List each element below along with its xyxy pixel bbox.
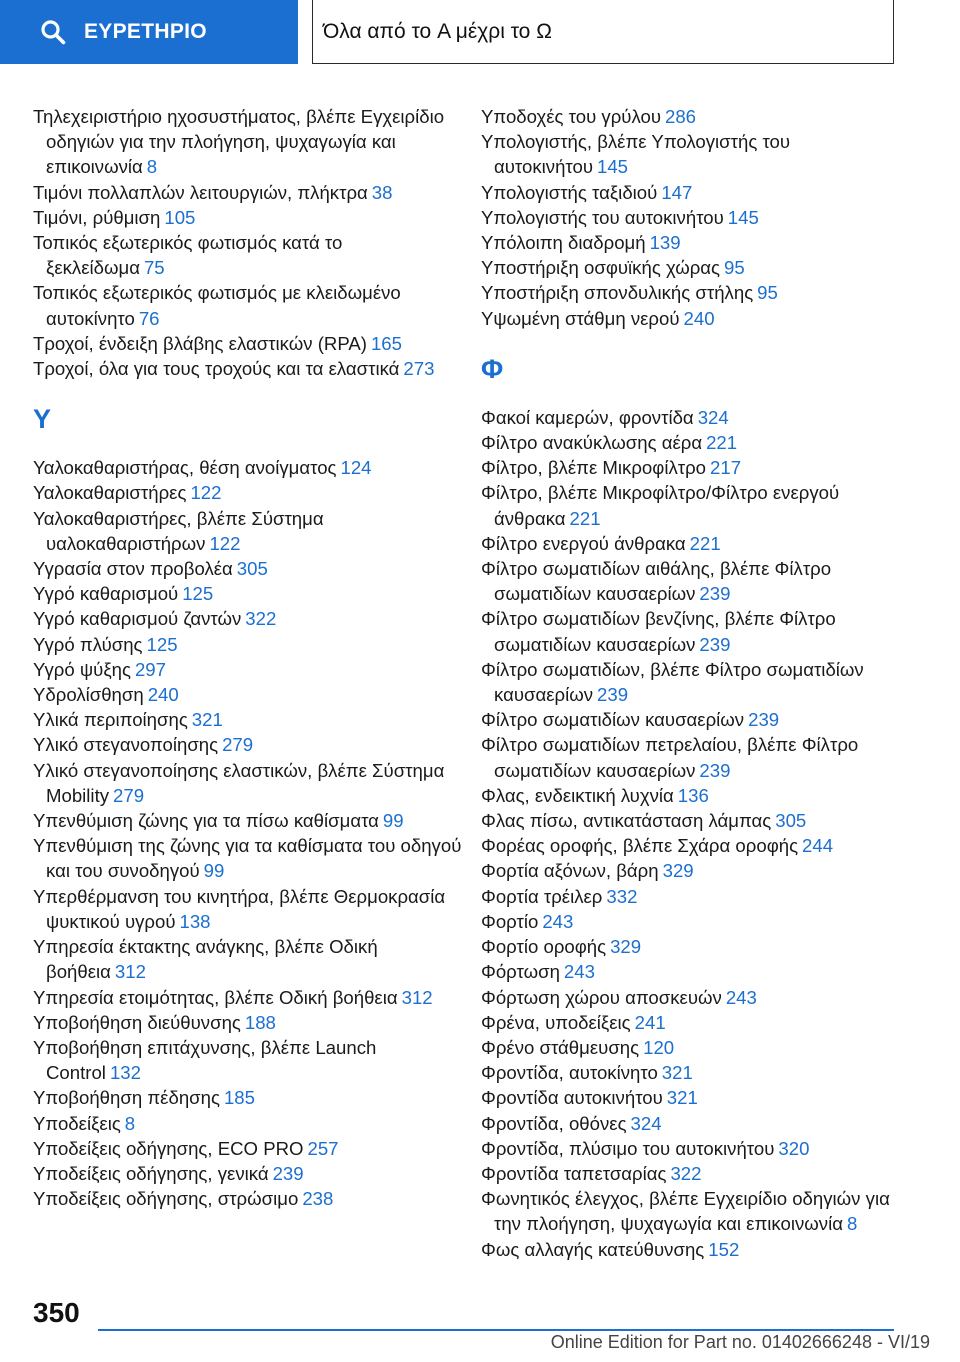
index-entry — [33, 657, 463, 682]
page-link[interactable]: 8 — [846, 1213, 858, 1235]
page-link[interactable]: 239 — [699, 633, 731, 655]
entry-text: Υγρασία στον προβολέα — [33, 558, 233, 580]
page-link[interactable]: 221 — [706, 432, 738, 454]
index-entry — [33, 1035, 463, 1085]
entry-text: Υπενθύμιση της ζώνης για τα καθίσματα του οδηγού και του συνοδηγού — [33, 835, 462, 882]
index-entry — [33, 1136, 463, 1161]
entry-text: Φορτία τρέιλερ — [481, 885, 603, 907]
page-link[interactable]: 132 — [109, 1062, 141, 1084]
page-link[interactable]: 124 — [340, 457, 372, 479]
page-link[interactable]: 138 — [179, 910, 211, 932]
entry-text: Υαλοκαθαριστήρες, βλέπε Σύστημα υαλοκαθαριστήρων — [33, 507, 324, 554]
tab-a-to-z[interactable] — [312, 0, 894, 64]
index-entry — [33, 230, 463, 280]
entry-text: Τιμόνι, ρύθμιση — [33, 206, 161, 228]
index-entry — [33, 455, 463, 480]
index-entry — [481, 1237, 911, 1262]
entry-text: Υγρό ψύξης — [33, 658, 131, 680]
page-link[interactable]: 125 — [146, 633, 178, 655]
index-entry — [33, 682, 463, 707]
index-entry — [481, 430, 911, 455]
entry-text: Φακοί καμερών, φροντίδα — [481, 406, 694, 428]
index-entry — [481, 129, 911, 179]
entry-text: Υποβοήθηση διεύθυνσης — [33, 1011, 241, 1033]
page-link[interactable]: 239 — [272, 1162, 304, 1184]
page-link[interactable]: 320 — [778, 1137, 810, 1159]
entry-text: Υψωμένη στάθμη νερού — [481, 307, 680, 329]
page-link[interactable]: 243 — [563, 961, 595, 983]
index-entry — [481, 280, 911, 305]
index-entry — [33, 205, 463, 230]
page-link[interactable]: 332 — [606, 885, 638, 907]
index-entry — [33, 1161, 463, 1186]
page-link[interactable]: 165 — [370, 332, 402, 354]
index-entry — [481, 556, 911, 606]
index-column-left — [33, 104, 463, 1211]
page-link[interactable]: 321 — [666, 1087, 698, 1109]
index-entry — [481, 1186, 911, 1236]
entry-text: Υλικό στεγανοποίησης — [33, 734, 219, 756]
footer-divider — [98, 1329, 894, 1331]
page-link[interactable]: 217 — [710, 457, 742, 479]
entry-text: Φορτίο οροφής — [481, 936, 607, 958]
index-entry — [33, 506, 463, 556]
index-entry — [481, 531, 911, 556]
entry-text: Φίλτρο ανακύκλωσης αέρα — [481, 432, 703, 454]
page-link[interactable]: 322 — [245, 608, 277, 630]
index-entry — [481, 1161, 911, 1186]
page-link[interactable]: 329 — [662, 860, 694, 882]
page-link[interactable]: 239 — [748, 709, 780, 731]
page-link[interactable]: 240 — [147, 684, 179, 706]
page-link[interactable]: 243 — [725, 986, 757, 1008]
entry-text: Υαλοκαθαριστήρας, θέση ανοίγματος — [33, 457, 337, 479]
index-entry — [481, 255, 911, 280]
entry-group — [33, 104, 463, 381]
index-entry — [33, 758, 463, 808]
entry-text: Υποδείξεις οδήγησης, στρώσιμο — [33, 1188, 299, 1210]
index-entry — [33, 884, 463, 934]
entry-text: Υπηρεσία ετοιμότητας, βλέπε Οδική βοήθεια — [33, 986, 398, 1008]
entry-text: Υδρολίσθηση — [33, 684, 144, 706]
index-entry — [481, 858, 911, 883]
index-entry — [481, 480, 911, 530]
page-link[interactable]: 139 — [649, 232, 681, 254]
page-link[interactable]: 122 — [209, 532, 241, 554]
index-entry — [33, 581, 463, 606]
page-link[interactable]: 76 — [138, 307, 160, 329]
entry-text: Υπηρεσία έκτακτης ανάγκης, βλέπε Οδική βοήθεια — [33, 936, 378, 983]
index-entry — [481, 1035, 911, 1060]
edition-footer: Online Edition for Part no. 01402666248 - VI/19 — [550, 1332, 930, 1352]
entry-text: Φρένο στάθμευσης — [481, 1036, 640, 1058]
page-link[interactable]: 38 — [371, 181, 393, 203]
entry-text: Φορτία αξόνων, βάρη — [481, 860, 659, 882]
index-entry — [481, 934, 911, 959]
index-entry — [481, 884, 911, 909]
index-entry — [481, 657, 911, 707]
section-letter: Y — [33, 404, 52, 435]
entry-text: Υλικά περιποίησης — [33, 709, 188, 731]
top-navigation-bar — [0, 0, 960, 66]
page-link[interactable]: 221 — [569, 507, 601, 529]
page-link[interactable]: 120 — [643, 1036, 675, 1058]
page-link[interactable]: 147 — [661, 181, 693, 203]
tab-index-label: ΕΥΡΕΤΗΡΙΟ — [84, 20, 207, 43]
page-link[interactable]: 286 — [665, 106, 697, 127]
index-entry — [481, 1136, 911, 1161]
entry-text: Υγρό καθαρισμού ζαντών — [33, 608, 242, 630]
page-link[interactable]: 244 — [802, 835, 834, 857]
page-link[interactable]: 8 — [146, 156, 158, 178]
page-link[interactable]: 273 — [403, 358, 435, 380]
index-column-right — [481, 104, 911, 1262]
entry-text: Υποδείξεις οδήγησης, γενικά — [33, 1162, 269, 1184]
index-entry — [481, 783, 911, 808]
page-link[interactable]: 99 — [382, 810, 404, 832]
page-link[interactable]: 122 — [190, 482, 222, 504]
entry-text: Υποδοχές του γρύλου — [481, 106, 661, 127]
page-number: 350 — [33, 1297, 80, 1328]
entry-text: Φροντίδα, πλύσιμο του αυτοκινήτου — [481, 1137, 775, 1159]
page-link[interactable]: 136 — [677, 784, 709, 806]
entry-text: Τιμόνι πολλαπλών λειτουργιών, πλήκτρα — [33, 181, 368, 203]
entry-text: Φροντίδα, αυτοκίνητο — [481, 1062, 658, 1084]
entry-text: Υπολογιστής, βλέπε Υπολογιστής του αυτοκινήτου — [481, 131, 791, 178]
entry-text: Υγρό πλύσης — [33, 633, 143, 655]
page-link[interactable]: 312 — [401, 986, 433, 1008]
entry-group — [481, 104, 911, 331]
entry-text: Υπενθύμιση ζώνης για τα πίσω καθίσματα — [33, 810, 379, 832]
entry-text: Υποδείξεις οδήγησης, ECO PRO — [33, 1137, 304, 1159]
index-entry — [33, 480, 463, 505]
page-link[interactable]: 279 — [113, 784, 145, 806]
index-entry — [481, 1010, 911, 1035]
entry-text: Φορέας οροφής, βλέπε Σχάρα οροφής — [481, 835, 799, 857]
entry-text: Υπερθέρμανση του κινητήρα, βλέπε Θερμοκρασία ψυκτικού υγρού — [33, 885, 446, 932]
entry-text: Φορτίο — [481, 910, 539, 932]
index-entry — [481, 833, 911, 858]
tab-index[interactable] — [0, 0, 298, 64]
page-link[interactable]: 239 — [699, 583, 731, 605]
index-entry — [33, 934, 463, 984]
page-link[interactable]: 238 — [302, 1188, 334, 1210]
section-letter: Φ — [481, 353, 504, 384]
entry-text: Υπολογιστής του αυτοκινήτου — [481, 206, 724, 228]
entry-text: Φίλτρο ενεργού άνθρακα — [481, 532, 686, 554]
index-entry — [33, 104, 463, 180]
entry-text: Υλικό στεγανοποίησης ελαστικών, βλέπε Σύστημα Mobility — [33, 759, 445, 806]
index-entry — [33, 808, 463, 833]
page-link[interactable]: 188 — [244, 1011, 276, 1033]
entry-text: Φίλτρο σωματιδίων βενζίνης, βλέπε Φίλτρο σωματιδίων καυσαερίων — [481, 608, 836, 655]
index-entry — [33, 707, 463, 732]
page-link[interactable]: 329 — [610, 936, 642, 958]
entry-text: Φίλτρο σωματιδίων αιθάλης, βλέπε Φίλτρο σωματιδίων καυσαερίων — [481, 558, 832, 605]
page-link[interactable]: 221 — [689, 532, 721, 554]
entry-text: Φίλτρο σωματιδίων, βλέπε Φίλτρο σωματιδίων καυσαερίων — [481, 658, 864, 706]
entry-text: Φλας πίσω, αντικατάσταση λάμπας — [481, 810, 772, 832]
entry-text: Φίλτρο, βλέπε Μικροφίλτρο — [481, 457, 707, 479]
entry-text: Υποστήριξη σπονδυλικής στήλης — [481, 282, 754, 304]
index-entry — [33, 331, 463, 356]
index-entry — [33, 1186, 463, 1211]
entry-text: Υποστήριξη οσφυϊκής χώρας — [481, 257, 721, 279]
index-entry — [481, 808, 911, 833]
page-link[interactable]: 257 — [307, 1137, 339, 1159]
index-entry — [33, 280, 463, 330]
index-entry — [481, 205, 911, 230]
index-entry — [481, 909, 911, 934]
page-link[interactable]: 305 — [775, 810, 807, 832]
index-entry — [481, 959, 911, 984]
page-link[interactable]: 305 — [236, 558, 268, 580]
entry-group — [33, 455, 463, 1211]
index-entry — [33, 732, 463, 757]
index-entry — [481, 1111, 911, 1136]
entry-text: Υποβοήθηση επιτάχυνσης, βλέπε Launch Control — [33, 1036, 377, 1084]
index-entry — [33, 1111, 463, 1136]
index-entry — [33, 1085, 463, 1110]
index-entry — [481, 306, 911, 331]
index-entry — [33, 606, 463, 631]
page-link[interactable]: 145 — [727, 206, 759, 228]
page-link[interactable]: 324 — [630, 1112, 662, 1134]
index-entry — [481, 985, 911, 1010]
index-entry — [33, 833, 463, 883]
entry-text: Τροχοί, όλα για τους τροχούς και τα ελαστικά — [33, 358, 400, 380]
page-link[interactable]: 105 — [164, 206, 196, 228]
entry-text: Τοπικός εξωτερικός φωτισμός κατά το ξεκλείδωμα — [33, 232, 343, 279]
page-link[interactable]: 185 — [223, 1087, 255, 1109]
index-entry — [33, 1010, 463, 1035]
entry-text: Φροντίδα ταπετσαρίας — [481, 1162, 667, 1184]
entry-text: Υποδείξεις — [33, 1112, 121, 1134]
entry-text: Υπολογιστής ταξιδιού — [481, 181, 658, 203]
index-entry — [481, 230, 911, 255]
index-entry — [481, 104, 911, 129]
entry-text: Φροντίδα αυτοκινήτου — [481, 1087, 663, 1109]
index-entry — [481, 1085, 911, 1110]
page-link[interactable]: 321 — [661, 1062, 693, 1084]
page-link[interactable]: 99 — [203, 860, 225, 882]
search-icon — [40, 19, 66, 45]
page-link[interactable]: 322 — [670, 1162, 702, 1184]
page-link[interactable]: 75 — [143, 257, 165, 279]
page-link[interactable]: 8 — [124, 1112, 136, 1134]
index-entry — [33, 180, 463, 205]
page-link[interactable]: 324 — [697, 406, 729, 428]
entry-text: Φως αλλαγής κατεύθυνσης — [481, 1238, 705, 1260]
entry-text: Φίλτρο σωματιδίων καυσαερίων — [481, 709, 745, 731]
entry-text: Φόρτωση — [481, 961, 560, 983]
entry-group — [481, 405, 911, 1262]
index-entry — [481, 732, 911, 782]
page-link[interactable]: 243 — [542, 910, 574, 932]
page-link[interactable]: 312 — [114, 961, 146, 983]
entry-text: Φόρτωση χώρου αποσκευών — [481, 986, 722, 1008]
page-link[interactable]: 239 — [699, 759, 731, 781]
entry-text: Υποβοήθηση πέδησης — [33, 1087, 220, 1109]
entry-text: Φροντίδα, οθόνες — [481, 1112, 627, 1134]
page-link[interactable]: 152 — [708, 1238, 740, 1260]
index-entry — [33, 356, 463, 381]
entry-text: Υαλοκαθαριστήρες — [33, 482, 187, 504]
entry-text: Τροχοί, ένδειξη βλάβης ελαστικών (RPA) — [33, 332, 367, 354]
entry-text: Τοπικός εξωτερικός φωτισμός με κλειδωμένο αυτοκίνητο — [33, 282, 401, 329]
index-entry — [481, 405, 911, 430]
page-link[interactable]: 297 — [134, 658, 166, 680]
page-link[interactable]: 145 — [597, 156, 629, 178]
entry-text: Φίλτρο σωματιδίων πετρελαίου, βλέπε Φίλτρο σωματιδίων καυσαερίων — [481, 734, 859, 781]
index-entry — [481, 1060, 911, 1085]
index-entry — [33, 556, 463, 581]
page-link[interactable]: 239 — [597, 684, 629, 706]
page-link[interactable]: 95 — [724, 257, 745, 279]
index-entry — [481, 707, 911, 732]
page-link[interactable]: 279 — [222, 734, 254, 756]
entry-text: Τηλεχειριστήριο ηχοσυστήματος, βλέπε Εγχειρίδιο οδηγιών για την πλοήγηση, ψυχαγωγία και επικοινωνία — [33, 106, 445, 178]
index-entry — [33, 632, 463, 657]
index-entry — [481, 455, 911, 480]
index-entry — [481, 180, 911, 205]
page-link[interactable]: 241 — [634, 1011, 666, 1033]
page-link[interactable]: 95 — [757, 282, 778, 304]
index-entry — [33, 985, 463, 1010]
entry-text: Φίλτρο, βλέπε Μικροφίλτρο/Φίλτρο ενεργού άνθρακα — [481, 482, 840, 529]
tab-a-to-z-label: Όλα από το A μέχρι το Ω — [323, 19, 552, 43]
page-link[interactable]: 240 — [683, 307, 715, 329]
page-link[interactable]: 321 — [191, 709, 223, 731]
entry-text: Φωνητικός έλεγχος, βλέπε Εγχειρίδιο οδηγιών για την πλοήγηση, ψυχαγωγία και επικοινωνία — [481, 1188, 890, 1235]
entry-text: Φλας, ενδεικτική λυχνία — [481, 784, 674, 806]
entry-text: Φρένα, υποδείξεις — [481, 1011, 631, 1033]
page-link[interactable]: 125 — [182, 583, 214, 605]
entry-text: Υπόλοιπη διαδρομή — [481, 232, 646, 254]
entry-text: Υγρό καθαρισμού — [33, 583, 179, 605]
index-entry — [481, 606, 911, 656]
